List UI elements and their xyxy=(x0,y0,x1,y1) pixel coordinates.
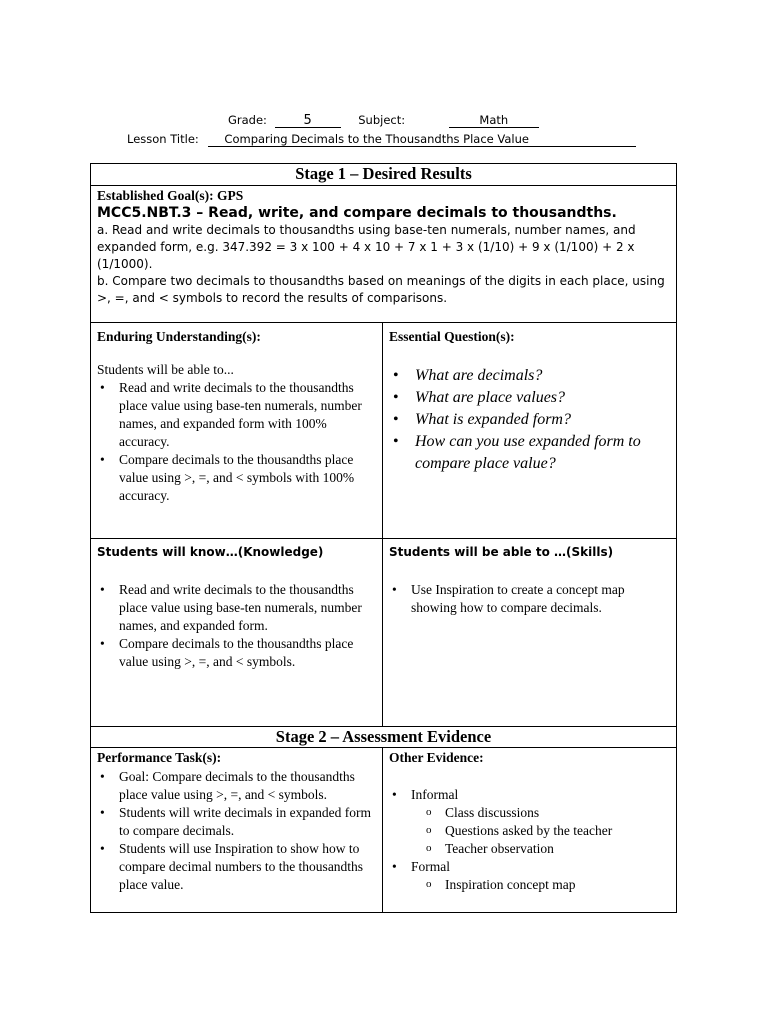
list-item: • What is expanded form? xyxy=(389,409,670,431)
essential-questions-cell xyxy=(383,323,676,538)
skills-label: Students will be able to …(Skills) xyxy=(389,545,614,559)
knowledge-cell xyxy=(91,539,383,726)
informal-label: Informal xyxy=(411,787,459,802)
enduring-list xyxy=(97,379,376,505)
standard-heading: MCC5.NBT.3 – Read, write, and compare decimals to thousandths. xyxy=(97,205,617,221)
goals-label: Established Goal(s): GPS xyxy=(97,188,244,203)
skills-cell xyxy=(383,539,676,726)
understanding-questions-row xyxy=(91,322,676,538)
knowledge-skills-row xyxy=(91,538,676,726)
lesson-plan-table xyxy=(90,163,677,913)
evidence-list xyxy=(389,786,670,804)
performance-tasks-cell xyxy=(91,748,383,912)
enduring-intro: Students will be able to... xyxy=(97,362,234,377)
list-item: • What are decimals? xyxy=(389,365,670,387)
enduring-understanding-cell xyxy=(91,323,383,538)
essential-label: Essential Question(s): xyxy=(389,329,515,344)
list-item: • Read and write decimals to the thousandths place value using base-ten numerals, number names, and expanded form with 100% accuracy. xyxy=(97,379,376,451)
know-list xyxy=(97,581,376,671)
list-item: o Class discussions xyxy=(389,804,670,822)
other-evidence-label: Other Evidence: xyxy=(389,750,484,765)
list-item: o Teacher observation xyxy=(389,840,670,858)
list-item: • What are place values? xyxy=(389,387,670,409)
standard-part-b: b. Compare two decimals to thousandths based on meanings of the digits in each place, using >, =, and < symbols to record the results of comparisons. xyxy=(97,274,665,305)
other-evidence-cell xyxy=(383,748,676,912)
grade-label: Grade: xyxy=(228,113,267,127)
lesson-title-value: Comparing Decimals to the Thousandths Place Value xyxy=(208,133,636,147)
list-item: o Inspiration concept map xyxy=(389,876,670,894)
formal-label: Formal xyxy=(411,859,450,874)
standard-part-a: a. Read and write decimals to thousandths using base-ten numerals, number names, and expanded form, e.g. 347.392 = 3 x 100 + 4 x 10 + 7 x 1 + 3 x (1/10) + 9 x (1/100) + 2 x (1/1000). xyxy=(97,223,636,271)
list-item: • Read and write decimals to the thousandths place value using base-ten numerals, number names, and expanded form. xyxy=(97,581,376,635)
list-item: • Compare decimals to the thousandths place value using >, =, and < symbols. xyxy=(97,635,376,671)
informal-item xyxy=(389,786,670,804)
know-label: Students will know…(Knowledge) xyxy=(97,545,324,559)
list-item: o Questions asked by the teacher xyxy=(389,822,670,840)
performance-label: Performance Task(s): xyxy=(97,750,222,765)
grade-value: 5 xyxy=(275,114,341,128)
list-item: • Goal: Compare decimals to the thousandths place value using >, =, and < symbols. xyxy=(97,768,376,804)
lesson-title-label: Lesson Title: xyxy=(127,132,199,146)
informal-list xyxy=(389,804,670,858)
subject-value: Math xyxy=(449,114,539,128)
evidence-list-formal xyxy=(389,858,670,876)
performance-evidence-row xyxy=(91,747,676,912)
list-item: • Students will use Inspiration to show how to compare decimal numbers to the thousandths place value. xyxy=(97,840,376,894)
lesson-title-line xyxy=(127,132,636,147)
performance-list xyxy=(97,768,376,894)
essential-list xyxy=(389,365,670,475)
list-item: • Use Inspiration to create a concept map showing how to compare decimals. xyxy=(389,581,670,617)
formal-item xyxy=(389,858,670,876)
list-item: • Compare decimals to the thousandths place value using >, =, and < symbols with 100% accuracy. xyxy=(97,451,376,505)
formal-list xyxy=(389,876,670,894)
list-item: • How can you use expanded form to compare place value? xyxy=(389,431,670,475)
list-item: • Students will write decimals in expanded form to compare decimals. xyxy=(97,804,376,840)
stage2-title: Stage 2 – Assessment Evidence xyxy=(91,726,676,747)
skills-list xyxy=(389,581,670,617)
stage1-title: Stage 1 – Desired Results xyxy=(295,164,472,183)
established-goals-section xyxy=(91,185,676,322)
enduring-label: Enduring Understanding(s): xyxy=(97,329,261,344)
subject-label: Subject: xyxy=(358,113,406,127)
grade-line xyxy=(228,113,539,128)
